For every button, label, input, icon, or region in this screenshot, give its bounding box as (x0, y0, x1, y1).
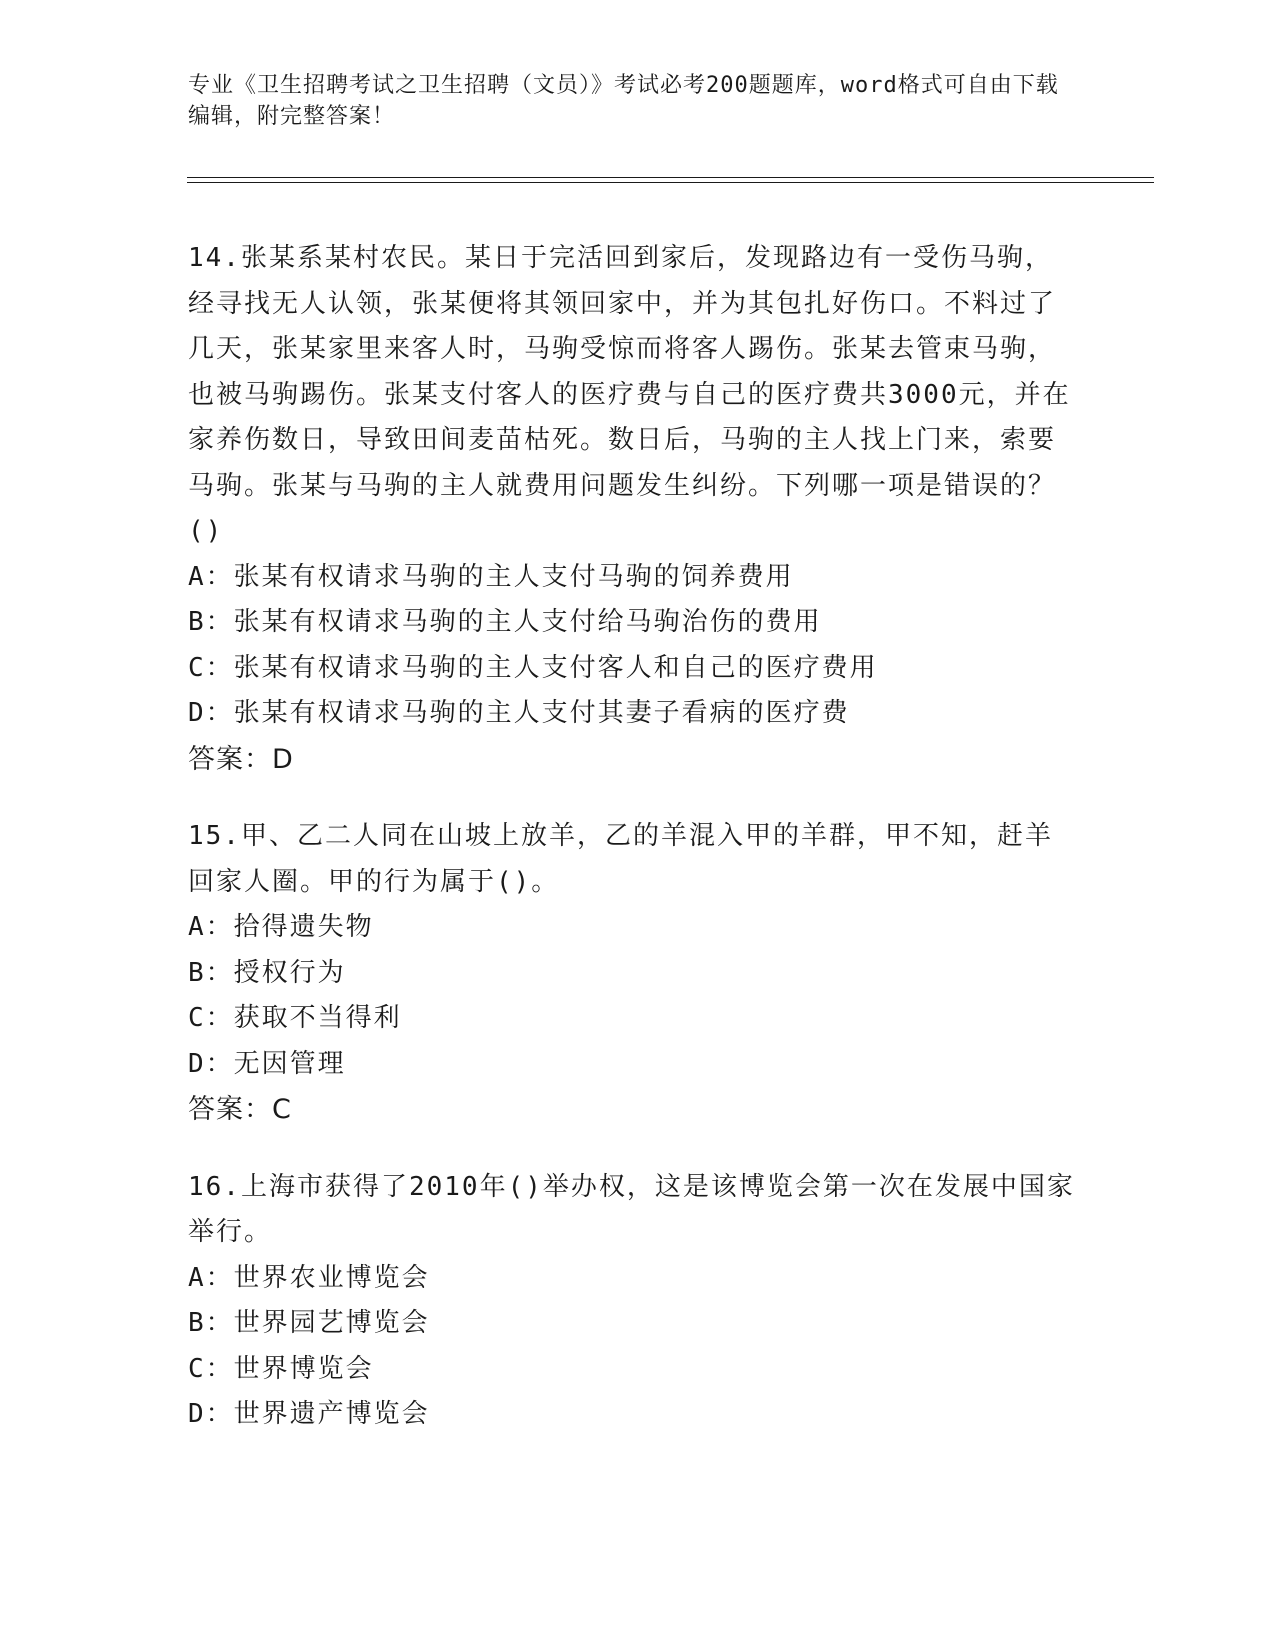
option-d: D：无因管理 (188, 1048, 346, 1079)
header-divider-bottom (187, 182, 1154, 183)
document-header (188, 70, 1068, 132)
question-list (188, 236, 1078, 1470)
question-15 (188, 814, 1078, 1133)
document-title: 专业《卫生招聘考试之卫生招聘（文员）》考试必考200题题库，word格式可自由下载编辑，附完整答案！ (188, 73, 1059, 129)
option-d: D：张某有权请求马驹的主人支付其妻子看病的医疗费 (188, 698, 850, 728)
option-a: A：张某有权请求马驹的主人支付马驹的饲养费用 (188, 561, 794, 592)
option-d: D：世界遗产博览会 (188, 1399, 430, 1429)
option-b: B：授权行为 (188, 957, 346, 988)
answer-line: 答案：D (188, 743, 294, 775)
option-b: B：张某有权请求马驹的主人支付给马驹治伤的费用 (188, 607, 822, 637)
question-text: 16.上海市获得了2010年()举办权，这是该博览会第一次在发展中国家举行。 (188, 1171, 1075, 1247)
question-16 (188, 1165, 1078, 1438)
option-c: C：张某有权请求马驹的主人支付客人和自己的医疗费用 (188, 652, 878, 683)
option-a: A：世界农业博览会 (188, 1262, 430, 1293)
option-c: C：世界博览会 (188, 1353, 374, 1384)
option-a: A：拾得遗失物 (188, 912, 374, 942)
header-divider-top (187, 177, 1154, 178)
answer-line: 答案：C (188, 1094, 292, 1125)
question-text: 14.张某系某村农民。某日于完活回到家后，发现路边有一受伤马驹，经寻找无人认领，张某便将其领回家中，并为其包扎好伤口。不料过了几天，张某家里来客人时，马驹受惊而将客人踢伤。张某去管束马驹，也被马驹踢伤。张某支付客人的医疗费与自己的医疗费共3000元，并在家养伤数日，导致田间麦苗枯死。数日后，马驹的主人找上门来，索要马驹。张某与马驹的主人就费用问题发生纠纷。下列哪一项是错误的？() (188, 243, 1071, 546)
question-14 (188, 236, 1078, 782)
question-text: 15.甲、乙二人同在山坡上放羊，乙的羊混入甲的羊群，甲不知，赶羊回家人圈。甲的行为属于()。 (188, 821, 1053, 897)
option-c: C：获取不当得利 (188, 1003, 402, 1033)
option-b: B：世界园艺博览会 (188, 1308, 430, 1338)
